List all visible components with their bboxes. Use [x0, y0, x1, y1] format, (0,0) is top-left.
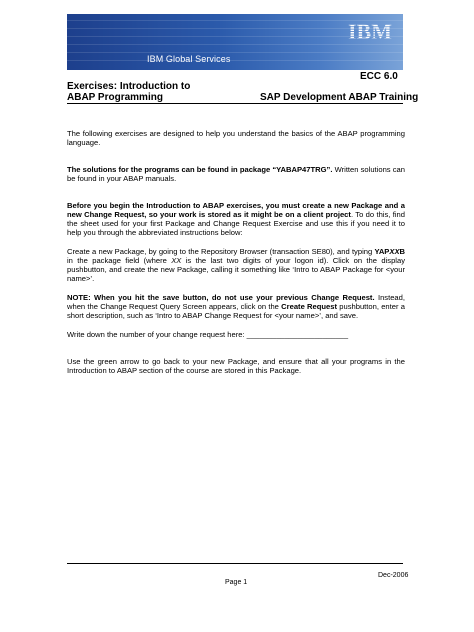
- note-a: Instead, when the Change Request Query Screen appears, click on the: [67, 293, 405, 311]
- footer-divider: [67, 563, 403, 564]
- banner-stripe: [67, 44, 403, 45]
- ibm-logo: [347, 20, 393, 42]
- create-request-label: Create Request: [281, 302, 338, 311]
- note-b: pushbutton, enter a short description, such as ‘Intro to ABAP Change Request for <your name>’, and save.: [67, 302, 405, 320]
- note-bold: NOTE: When you hit the save button, do not use your previous Change Request.: [67, 293, 375, 302]
- logo-text: IBM: [348, 20, 392, 42]
- create-package-a: Create a new Package, by going to the Repository Browser (transaction SE80), and typing: [67, 247, 375, 256]
- exercise-title-line2: ABAP Programming: [67, 92, 163, 103]
- intro-paragraph: The following exercises are designed to help you understand the basics of the ABAP programming language.: [67, 129, 405, 147]
- services-label: IBM Global Services: [147, 54, 231, 64]
- create-package-b: in the package field (where: [67, 256, 172, 265]
- exercise-title: [67, 81, 190, 103]
- document-body: [67, 129, 405, 375]
- package-code-xx: XX: [389, 247, 400, 256]
- package-code-suffix: B: [399, 247, 405, 256]
- banner-stripe: [67, 60, 403, 61]
- create-package-c: is the last two digits of your logon id). Click on the display pushbutton, and create the new Package, calling it something like ‘Intro to ABAP Package for <your name>’.: [67, 256, 406, 283]
- header-banner: [67, 14, 403, 70]
- package-code-prefix: YAP: [374, 247, 390, 256]
- green-arrow-paragraph: Use the green arrow to go back to your new Package, and ensure that all your programs in the Introduction to ABAP section of the course are stored in this Package.: [67, 357, 405, 375]
- header-divider: [67, 103, 403, 104]
- edition-label: ECC 6.0: [360, 71, 398, 82]
- logon-xx: XX: [171, 256, 182, 265]
- before-begin-rest: . To do this, find the sheet used for your first Package and Change Request Exercise and use this if you need it to help you through the abbreviated instructions below:: [67, 210, 405, 237]
- change-request-line: Write down the number of your change request here: ________________________: [67, 330, 349, 339]
- solutions-rest: Written solutions can be found in your ABAP manuals.: [67, 165, 405, 183]
- solutions-paragraph: [67, 165, 405, 183]
- page-number: Page 1: [225, 579, 248, 586]
- footer-date: Dec-2006: [378, 572, 409, 579]
- create-package-paragraph: [67, 247, 405, 283]
- note-paragraph: [67, 293, 405, 320]
- before-begin-bold: Before you begin the Introduction to ABAP exercises, you must create a new Package and a new Change Request, so your work is stored as it might be on a client project: [67, 201, 405, 219]
- solutions-bold: The solutions for the programs can be found in package “YABAP47TRG”.: [67, 165, 333, 174]
- package-code: [374, 247, 405, 256]
- banner-stripe: [67, 52, 403, 53]
- course-title: SAP Development ABAP Training: [260, 92, 419, 103]
- before-begin-paragraph: [67, 201, 405, 237]
- exercise-title-line1: Exercises: Introduction to: [67, 81, 191, 92]
